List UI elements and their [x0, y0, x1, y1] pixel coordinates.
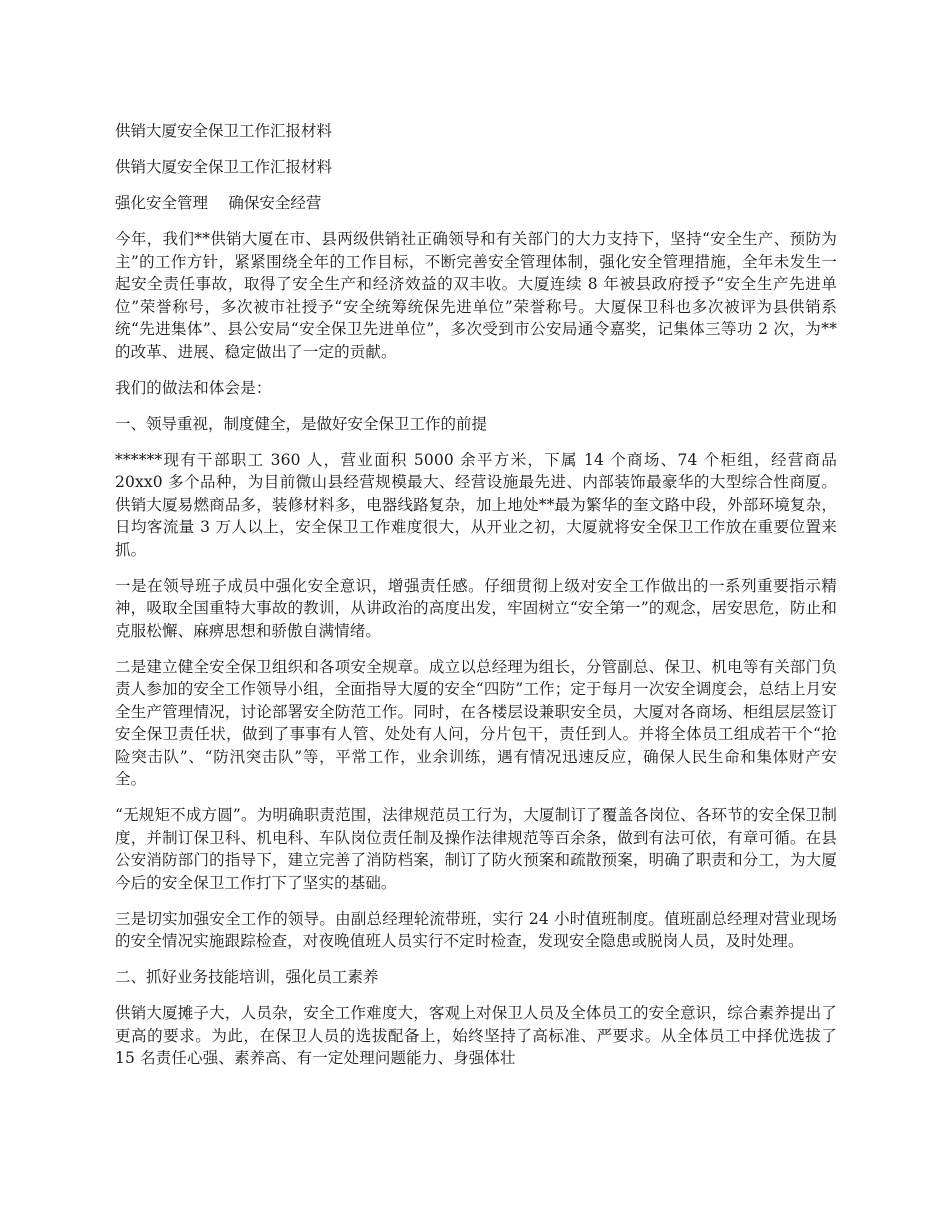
paragraph-intro: 今年，我们**供销大厦在市、县两级供销社正确领导和有关部门的大力支持下，坚持“安全生产、预防为主”的工作方针，紧紧围绕全年的工作目标，不断完善安全管理体制，强化安全管理措施，全年未发生一起安全责任事故，取得了安全生产和经济效益的双丰收。大厦连续 8 年被县政府授予“安全生产先进单位”荣誉称号，多次被市社授予“安全统筹统保先进单位”荣誉称号。大厦保卫科也多次被评为县供销系统“先进集体”、县公安局“安全保卫先进单位”，多次受到市公安局通令嘉奖，记集体三等功 2 次，为**的改革、进展、稳定做出了一定的贡献。 — [115, 230, 837, 361]
paragraph-point-1: 一是在领导班子成员中强化安全意识，增强责任感。仔细贯彻上级对安全工作做出的一系列重要指示精神，吸取全国重特大事故的教训，从讲政治的高度出发，牢固树立“安全第一”的观念，居安思危，防止和克服松懈、麻痹思想和骄傲自满情绪。 — [115, 576, 837, 640]
document-title-repeat: 供销大厦安全保卫工作汇报材料 — [115, 158, 333, 176]
document-title: 供销大厦安全保卫工作汇报材料 — [115, 122, 333, 140]
paragraph-overview: ******现有干部职工 360 人，营业面积 5000 余平方米，下属 14 个商场、74 个柜组，经营商品 20xx0 多个品种，为目前微山县经营规模最大、经营设施最先进、内部装饰最豪华的大型综合性商厦。供销大厦易燃商品多，装修材料多，电器线路复杂，加上地处**最为繁华的奎文路中段，外部环境复杂，日均客流量 3 万人以上，安全保卫工作难度很大，从开业之初，大厦就将安全保卫工作放在重要位置来抓。 — [115, 450, 837, 559]
paragraph-point-2: 二是建立健全安全保卫组织和各项安全规章。成立以总经理为组长，分管副总、保卫、机电等有关部门负责人参加的安全工作领导小组，全面指导大厦的安全“四防”工作；定于每月一次安全调度会，总结上月安全生产管理情况，讨论部署安全防范工作。同时，在各楼层设兼职安全员，大厦对各商场、柜组层层签订安全保卫责任状，做到了事事有人管、处处有人问，分片包干，责任到人。并将全体员工组成若干个“抢险突击队”、“防汛突击队”等，平常工作，业余训练，遇有情况迅速反应，确保人民生命和集体财产安全。 — [115, 657, 837, 788]
paragraph-rules: “无规矩不成方圆”。为明确职责范围，法律规范员工行为，大厦制订了覆盖各岗位、各环节的安全保卫制度，并制订保卫科、机电科、车队岗位责任制及操作法律规范等百余条，做到有法可依，有章可循。在县公安消防部门的指导下，建立完善了消防档案，制订了防火预案和疏散预案，明确了职责和分工，为大厦今后的安全保卫工作打下了坚实的基础。 — [115, 806, 837, 892]
section-heading-1: 一、领导重视，制度健全，是做好安全保卫工作的前提 — [115, 414, 488, 433]
document-subtitle: 强化安全管理 确保安全经营 — [115, 194, 322, 212]
document-page — [115, 120, 837, 1083]
paragraph-training: 供销大厦摊子大，人员杂，安全工作难度大，客观上对保卫人员及全体员工的安全意识，综合素养提出了更高的要求。为此，在保卫人员的选拔配备上，始终坚持了高标准、严要求。从全体员工中择优选拔了 15 名责任心强、素养高、有一定处理问题能力、身强体壮 — [115, 1004, 837, 1067]
section-heading-2: 二、抓好业务技能培训，强化员工素养 — [115, 968, 379, 986]
paragraph-practice: 我们的做法和体会是： — [115, 378, 272, 397]
paragraph-point-3: 三是切实加强安全工作的领导。由副总经理轮流带班，实行 24 小时值班制度。值班副总经理对营业现场的安全情况实施跟踪检查，对夜晚值班人员实行不定时检查，发现安全隐患或脱岗人员，及时处理。 — [115, 909, 837, 950]
